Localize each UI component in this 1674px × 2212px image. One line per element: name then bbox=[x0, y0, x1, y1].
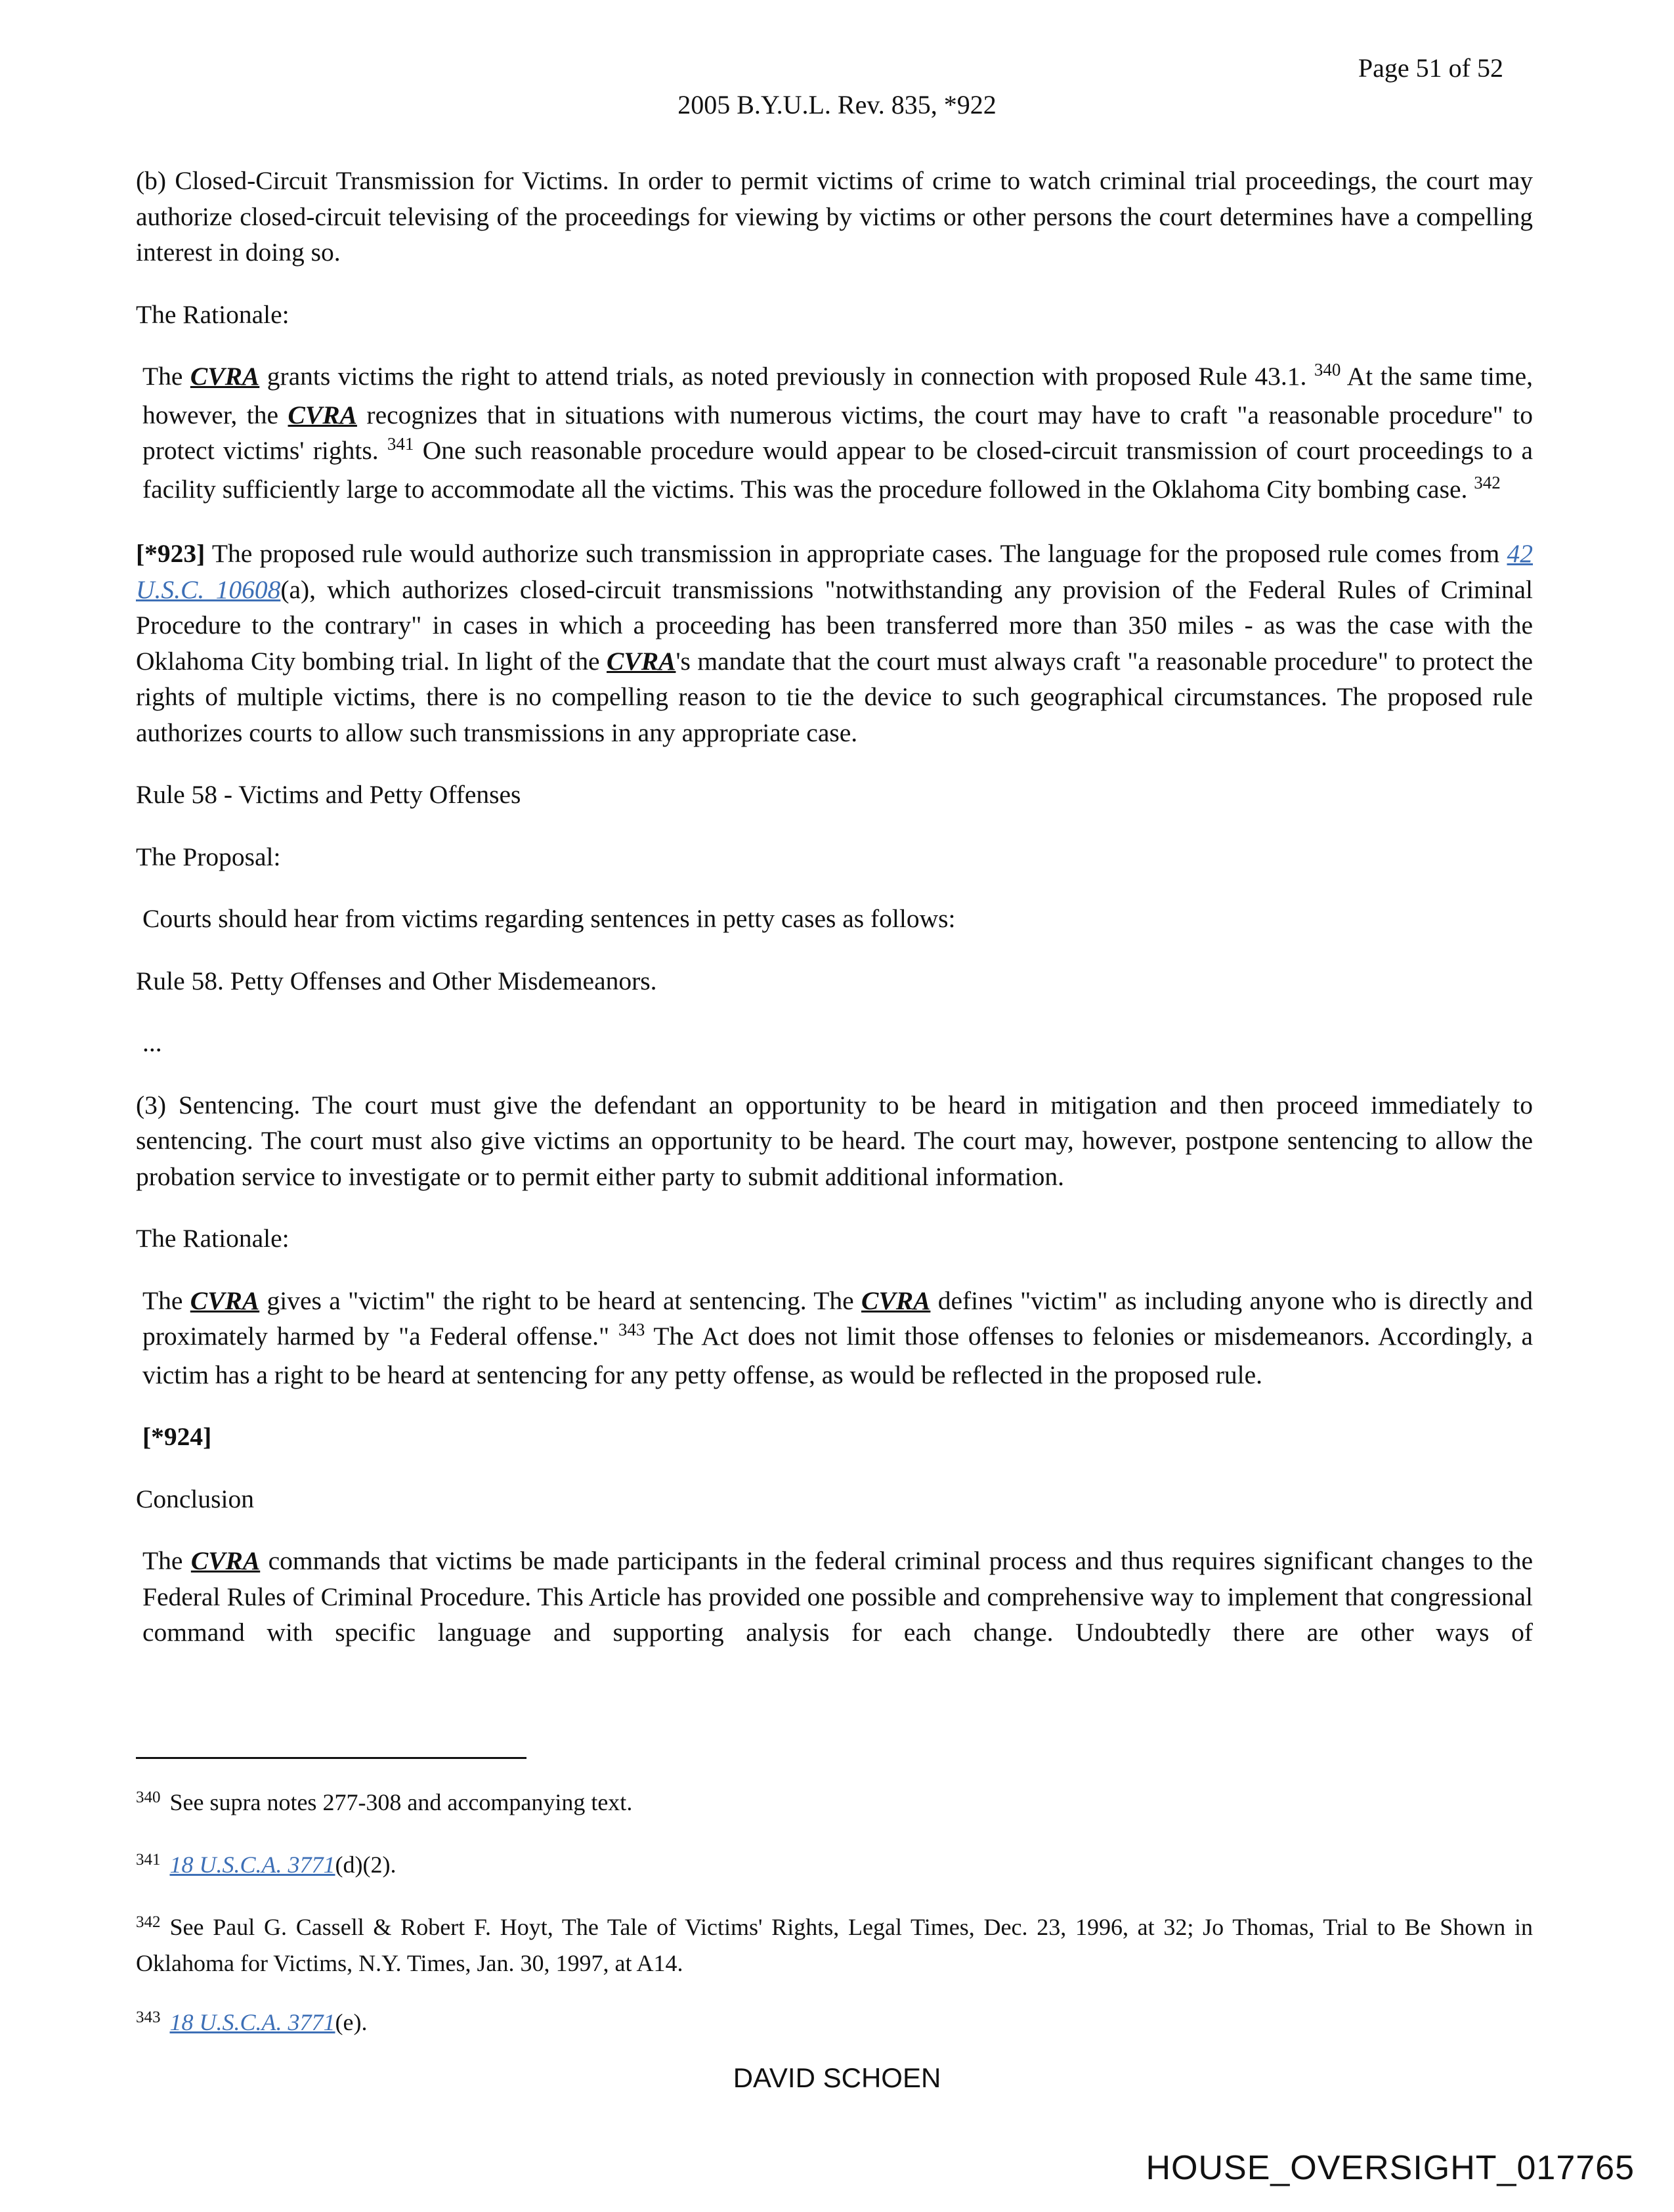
cvra-term: CVRA bbox=[861, 1286, 931, 1315]
footnote-number: 342 bbox=[136, 1913, 161, 1931]
conclusion-heading: Conclusion bbox=[136, 1484, 254, 1513]
footnote-ref-340[interactable]: 340 bbox=[1314, 360, 1341, 380]
rationale-heading: The Rationale: bbox=[136, 299, 290, 329]
rationale-heading: The Rationale: bbox=[136, 1224, 290, 1253]
ellipsis: ... bbox=[142, 1028, 162, 1057]
footnote-340: $^{340}$ See supra notes 277-308 and accompanying text. bbox=[136, 1789, 633, 1815]
cvra-term: CVRA bbox=[190, 1546, 261, 1575]
footnotes bbox=[136, 1786, 1533, 2068]
bates-number: HOUSE_OVERSIGHT_017765 bbox=[1146, 2149, 1635, 2187]
page-number: Page 51 of 52 bbox=[1358, 53, 1503, 83]
footnote-343: $^{343}$ 18 U.S.C.A. 3771(e). bbox=[136, 2008, 368, 2035]
footnote-ref-342[interactable]: 342 bbox=[1474, 472, 1501, 492]
rule-58-title: Rule 58. Petty Offenses and Other Misdemeanors. bbox=[136, 966, 657, 995]
citation-header: 2005 B.Y.U.L. Rev. 835, *922 bbox=[677, 90, 997, 119]
footnote-number: 341 bbox=[136, 1851, 161, 1869]
article-body bbox=[136, 163, 1533, 1651]
paragraph-proposed-rule-authorization: [*923] The proposed rule would authorize such transmission in appropriate cases. The language for the proposed rule comes from 42 U.S.C. 10608(a), which authorizes closed-circuit transmissions "notwithstanding any provision of the Federal Rules of Criminal Procedure to the contrary" in cases in which a proceeding has been transferred more than 350 miles - as was the case with the Oklahoma City bombing trial. In light of the CVRA's mandate that the court must always craft "a reasonable procedure" to protect the rights of multiple victims, there is no compelling reason to tie the device to such geographical circumstances. The proposed rule authorizes courts to allow such transmissions in any appropriate case. bbox=[136, 539, 1533, 747]
star-page-924: [*924] bbox=[142, 1422, 212, 1451]
cvra-term: CVRA bbox=[288, 400, 357, 429]
footnote-ref-341[interactable]: 341 bbox=[387, 434, 414, 454]
proposal-heading: The Proposal: bbox=[136, 842, 281, 871]
statute-link-42-usc-10608[interactable]: 42 U.S.C. 10608 bbox=[136, 539, 1533, 604]
paragraph-closed-circuit-rule: (b) Closed-Circuit Transmission for Victims. In order to permit victims of crime to watch criminal trial proceedings, the court may authorize closed-circuit televising of the proceedings for viewing by victims or other persons the court determines have a compelling interest in doing so. bbox=[136, 166, 1533, 267]
paragraph-rationale-transmission: The CVRA grants victims the right to attend trials, as noted previously in connection with proposed Rule 43.1. $^{340}$ At the same time, however, the CVRA recognizes that in situations with numerous victims, the court may have to craft "a reasonable procedure" to protect victims' rights. $^{341}$ One such reasonable procedure would appear to be closed-circuit transmission of court proceedings to a facility sufficiently large to accommodate all the victims. This was the procedure followed in the Oklahoma City bombing case. $^{342}$ bbox=[142, 360, 1533, 504]
cvra-term: CVRA bbox=[607, 646, 676, 676]
paragraph-sentencing-rule: (3) Sentencing. The court must give the defendant an opportunity to be heard in mitigation and then proceed immediately to sentencing. The court must also give victims an opportunity to be heard. The court may, however, postpone sentencing to allow the probation service to investigate or to permit either party to submit additional information. bbox=[136, 1090, 1533, 1191]
statute-link-18-usca-3771[interactable]: 18 U.S.C.A. 3771 bbox=[169, 1852, 335, 1878]
footnote-number: 343 bbox=[136, 2008, 161, 2026]
cvra-term: CVRA bbox=[190, 362, 260, 391]
footnote-342: $^{342}$ See Paul G. Cassell & Robert F. Hoyt, The Tale of Victims' Rights, Legal Times, Dec. 23, 1996, at 32; Jo Thomas, Trial to Be Shown in Oklahoma for Victims, N.Y. Times, Jan. 30, 1997, at A14. bbox=[136, 1913, 1533, 1976]
paragraph-rationale-sentencing: The CVRA gives a "victim" the right to be heard at sentencing. The CVRA defines "victim" as including anyone who is directly and proximately harmed by "a Federal offense." $^{343}$ The Act does not limit those offenses to felonies or misdemeanors. Accordingly, a victim has a right to be heard at sentencing for any petty offense, as would be reflected in the proposed rule. bbox=[142, 1286, 1533, 1389]
rule-58-heading: Rule 58 - Victims and Petty Offenses bbox=[136, 780, 521, 809]
footnote-341: $^{341}$ 18 U.S.C.A. 3771(d)(2). bbox=[136, 1851, 397, 1878]
statute-link-18-usca-3771[interactable]: 18 U.S.C.A. 3771 bbox=[169, 2009, 335, 2035]
footnote-divider bbox=[136, 1757, 526, 1759]
paragraph-petty-cases-intro: Courts should hear from victims regarding sentences in petty cases as follows: bbox=[142, 904, 956, 933]
paragraph-conclusion: The CVRA commands that victims be made participants in the federal criminal process and thus requires significant changes to the Federal Rules of Criminal Procedure. This Article has provided one possible and comprehensive way to implement that congressional command with specific language and supporting analysis for each change. Undoubtedly there are other ways of bbox=[142, 1546, 1533, 1647]
footnote-number: 340 bbox=[136, 1789, 161, 1806]
footnote-ref-343[interactable]: 343 bbox=[618, 1320, 645, 1339]
author-footer: DAVID SCHOEN bbox=[733, 2062, 941, 2093]
cvra-term: CVRA bbox=[190, 1286, 260, 1315]
star-page-923: [*923] bbox=[136, 539, 205, 568]
